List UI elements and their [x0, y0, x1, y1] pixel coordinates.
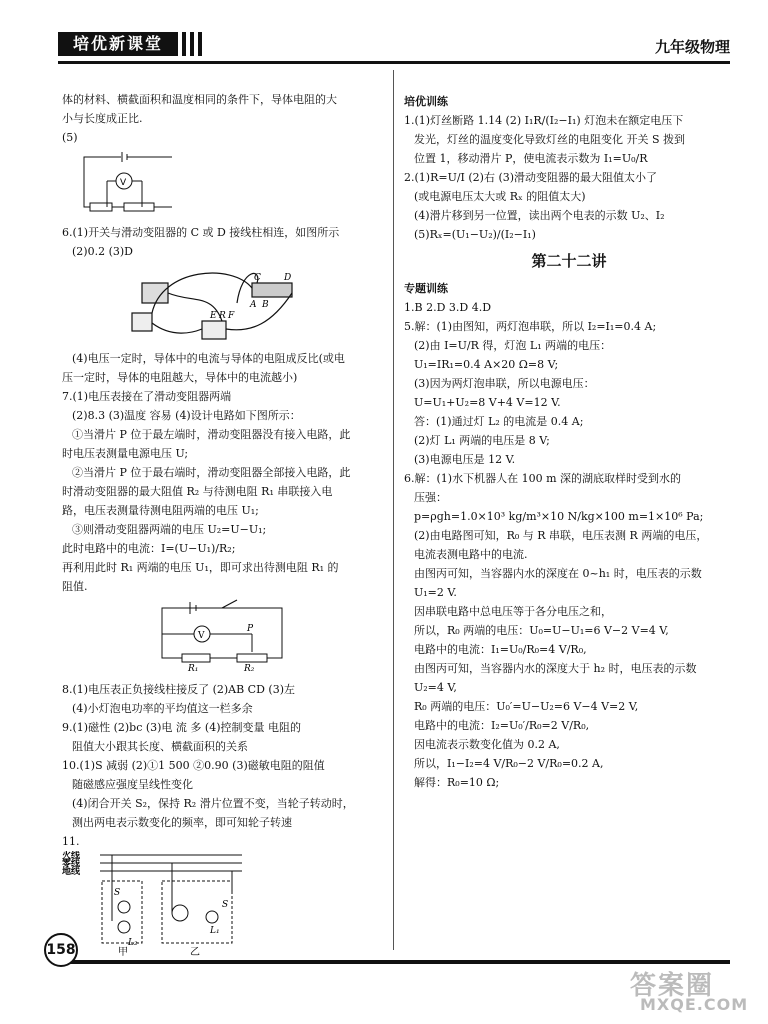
label-l2: L₂ [128, 938, 138, 948]
wiring-figure [62, 263, 372, 341]
section-title: 培优训练 [404, 95, 448, 108]
text-line: 10.(1)S 减弱 (2)①1 500 ②0.90 (3)磁敏电阻的阻值 [62, 759, 325, 772]
text-line: ①当滑片 P 位于最左端时，滑动变阻器没有接入电路，此 [72, 428, 351, 441]
text-line: 7.(1)电压表接在了滑动变阻器两端 [62, 390, 232, 403]
text-line: (2)由 I=U/R 得，灯泡 L₁ 两端的电压： [414, 339, 612, 352]
text-line: U=U₁+U₂=8 V+4 V=12 V. [414, 396, 561, 409]
right-column [404, 92, 734, 792]
label-d: D [284, 273, 292, 283]
text-line: 时电压表测量电源电压 U; [62, 447, 189, 460]
column-divider [393, 70, 394, 950]
label-r: R [219, 311, 226, 321]
text-line: 随磁感应强度呈线性变化 [72, 778, 193, 791]
text-line: (2)8.3 (3)温度 容易 (4)设计电路如下图所示： [72, 409, 301, 422]
text-line: 由图丙可知，当容器内水的深度大于 h₂ 时，电压表的示数 [414, 662, 697, 675]
text-line: (3)电源电压是 12 V. [414, 453, 516, 466]
page-header [58, 28, 730, 60]
label-e: E [210, 311, 217, 321]
text-line: (3)因为两灯泡串联，所以电源电压： [414, 377, 595, 390]
text-line: 6.解：(1)水下机器人在 100 m 深的湖底取样时受到水的 [404, 472, 681, 485]
text-line: ②当滑片 P 位于最右端时，滑动变阻器全部接入电路，此 [72, 466, 351, 479]
label-r1: R₁ [188, 664, 199, 672]
text-line: p=ρgh=1.0×10³ kg/m³×10 N/kg×100 m=1×10⁶ Pa; [414, 510, 704, 523]
text-line: 小与长度成正比. [62, 112, 143, 125]
text-line: 2.(1)R=U/I (2)右 (3)滑动变阻器的最大阻值太小了 [404, 171, 658, 184]
label-s2: S [222, 900, 229, 910]
text-line: R₀ 两端的电压：U₀′=U−U₂=6 V−4 V=2 V, [414, 700, 639, 713]
label-a: A [250, 300, 257, 310]
label-ground-wire: 地线 [62, 867, 81, 877]
circuit-figure-2 [62, 598, 382, 672]
circuit-figure-1 [62, 149, 172, 215]
brand-title: 培优新课堂 [58, 32, 178, 56]
text-line: 因电流表示数变化值为 0.2 A, [414, 738, 560, 751]
text-line: (4)滑片移到另一位置，读出两个电表的示数 U₂、I₂ [414, 209, 665, 222]
label-s1: S [114, 888, 121, 898]
text-line: U₁=IR₁=0.4 A×20 Ω=8 V; [414, 358, 559, 371]
text-line: 9.(1)磁性 (2)bc (3)电 流 多 (4)控制变量 电阻的 [62, 721, 302, 734]
text-line: 1.(1)灯丝断路 1.14 (2) I₁R/(I₂−I₁) 灯泡未在额定电压下 [404, 114, 684, 127]
text-line: (4)闭合开关 S₂，保持 R₂ 滑片位置不变，当轮子转动时， [72, 797, 354, 810]
text-line: 阻值. [62, 580, 88, 593]
text-line: (4)电压一定时，导体中的电流与导体的电阻成反比(或电 [72, 352, 345, 365]
text-line: U₁=2 V. [414, 586, 457, 599]
text-line: 因串联电路中总电压等于各分电压之和， [414, 605, 612, 618]
text-line: 阻值大小跟其长度、横截面积的关系 [72, 740, 248, 753]
text-line: 体的材料、横截面积和温度相同的条件下，导体电阻的大 [62, 93, 337, 106]
label-live-wire: 火线 [62, 851, 81, 861]
text-line: 解得：R₀=10 Ω; [414, 776, 500, 789]
text-line: 8.(1)电压表正负接线柱接反了 (2)AB CD (3)左 [62, 683, 295, 696]
text-line: (2)0.2 (3)D [72, 245, 133, 258]
text-line: 答：(1)通过灯 L₂ 的电流是 0.4 A; [414, 415, 584, 428]
text-line: 压强： [414, 491, 447, 504]
text-line: 由图丙可知，当容器内水的深度在 0~h₁ 时，电压表的示数 [414, 567, 702, 580]
text-line: (2)灯 L₁ 两端的电压是 8 V; [414, 434, 550, 447]
text-line: (4)小灯泡电功率的平均值这一栏多余 [72, 702, 253, 715]
label-neutral-wire: 零线 [62, 859, 81, 869]
watermark-line1: 答案圈 [630, 971, 715, 1001]
text-line: 11. [62, 835, 80, 848]
text-line: 此时电路中的电流：I=(U−U₁)/R₂; [62, 542, 236, 555]
text-line: 电路中的电流：I₂=U₀′/R₀=2 V/R₀, [414, 719, 590, 732]
text-line: 测出两电表示数变化的频率，即可知轮子转速 [72, 816, 292, 829]
text-line: 再利用此时 R₁ 两端的电压 U₁，即可求出待测电阻 R₁ 的 [62, 561, 339, 574]
text-line: 电流表测电路中的电流. [414, 548, 528, 561]
text-line: 6.(1)开关与滑动变阻器的 C 或 D 接线柱相连，如图所示 [62, 226, 340, 239]
lecture-title: 第二十二讲 [531, 252, 607, 270]
text-line: 压一定时，导体的电阻越大，导体中的电流越小) [62, 371, 298, 384]
left-column [62, 90, 382, 963]
text-line: 位置 1，移动滑片 P，使电流表示数为 I₁=U₀/R [414, 152, 648, 165]
text-line: 所以，I₁−I₂=4 V/R₀−2 V/R₀=0.2 A, [414, 757, 604, 770]
text-line: (2)由电路图可知，R₀ 与 R 串联，电压表测 R 两端的电压， [414, 529, 708, 542]
label-c: C [254, 273, 261, 283]
text-line: (5)Rₓ=(U₁−U₂)/(I₂−I₁) [414, 228, 536, 241]
text-line: 电路中的电流：I₁=U₀/R₀=4 V/R₀, [414, 643, 587, 656]
page-number: 158 [44, 933, 78, 967]
text-line: ③则滑动变阻器两端的电压 U₂=U−U₁; [72, 523, 267, 536]
section-title: 专题训练 [404, 282, 448, 295]
house-wiring-figure [62, 851, 262, 957]
label-jia: 甲 [118, 947, 128, 957]
text-line: 所以，R₀ 两端的电压：U₀=U−U₁=6 V−2 V=4 V, [414, 624, 669, 637]
text-line: (或电源电压太大或 Rₓ 的阻值太大) [414, 190, 586, 203]
brand-bars [182, 32, 206, 60]
voltmeter-label: V [198, 631, 205, 641]
watermark [620, 965, 749, 1020]
text-line: U₂=4 V, [414, 681, 457, 694]
label-l: L₁ [210, 926, 220, 936]
text-line: 路，电压表测量待测电阻两端的电压 U₁; [62, 504, 259, 517]
text-line: 5.解：(1)由图知，两灯泡串联，所以 I₂=I₁=0.4 A; [404, 320, 657, 333]
label-yi: 乙 [190, 947, 200, 957]
label-r2: R₂ [244, 664, 255, 672]
text-line: 发光，灯丝的温度变化导致灯丝的电阻变化 开关 S 拨到 [414, 133, 686, 146]
text-line: 1.B 2.D 3.D 4.D [404, 301, 492, 314]
label-b: B [262, 300, 269, 310]
label-f: F [228, 311, 235, 321]
subject-title: 九年级物理 [654, 38, 730, 56]
text-line: 时滑动变阻器的最大阻值 R₂ 与待测电阻 R₁ 串联接入电 [62, 485, 333, 498]
watermark-line2: MXQE.COM [640, 995, 749, 1014]
label-p: P [247, 624, 254, 634]
header-rule [58, 61, 730, 64]
text-line: (5) [62, 131, 78, 144]
footer-rule [60, 960, 730, 964]
voltmeter-label: V [120, 178, 127, 188]
